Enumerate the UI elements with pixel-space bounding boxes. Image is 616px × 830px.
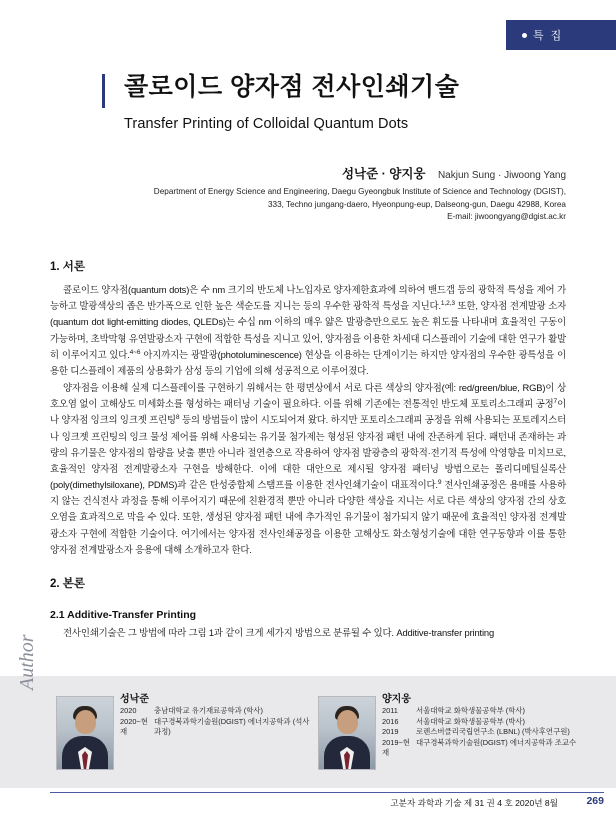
bio-desc: 대구경북과학기술원(DGIST) 에너지공학과 (석사과정) [154, 716, 310, 737]
spacer [50, 559, 566, 575]
author-names-korean: 성낙준 · 양지웅 [341, 167, 426, 181]
head-shape [75, 710, 96, 734]
paragraph-intro-2-c: 등의 방법들이 많이 시도되어져 왔다. 하지만 포토리소그래피 공정을 위해 사용되는 포토레지스터나 잉크젯 프린팅의 잉크 물성 제어를 위해 사용되는 유기물 첨가제는 형성된 양자점 패턴 내에 잔존하게 된다. 패턴내 존재하는 과량의 유기물은 양자점의 함량을 낮출 뿐만 아니라 절연층으로 작용하여 양자점 발광층의 광학적·전기적 특성에 악영향을 미치므로, 효율적인 양자점 전계발광소자 구현을 방해한다. 이에 대한 대안으로 제시될 양자점 패터닝 방법으로는 폴리디메틸실록산(poly(dimethylsiloxane), PDMS)과 같은 탄성중합체 스탬프를 이용한 전사인쇄기술이 대표적이다. [50, 414, 566, 491]
title-block [124, 72, 554, 132]
page-title-english: Transfer Printing of Colloidal Quantum Dots [124, 116, 409, 132]
bio-row [120, 717, 316, 738]
footer-page-number: 269 [586, 795, 604, 807]
paragraph-subsection-1: 전사인쇄기술은 그 방법에 따라 그림 1과 같이 크게 세가지 방법으로 분류될 수 있다. Additive-transfer printing [63, 626, 495, 638]
author-names-english: Nakjun Sung · Jiwoong Yang [437, 170, 566, 181]
bio-desc: 로렌스버클리국립연구소 (LBNL) (박사후연구원) [416, 727, 570, 737]
paragraph-intro-1 [50, 282, 566, 379]
affiliation-email: E-mail: jiwoongyang@dgist.ac.kr [447, 212, 566, 222]
citation-1: 1,2,3 [440, 300, 455, 308]
citation-2: 4~6 [129, 348, 141, 356]
bio-row [382, 717, 608, 728]
bio-year: 2011 [382, 706, 398, 715]
footer-divider [50, 792, 604, 793]
bio-row [382, 738, 608, 759]
bio-year: 2019~현재 [382, 737, 410, 758]
author-bio-rows [382, 706, 608, 759]
author-names [50, 164, 566, 183]
section-heading-introduction: 1. 서론 [50, 261, 86, 273]
bio-year: 2020 [120, 706, 137, 715]
paragraph-intro-2-a: 양자점을 이용해 실제 디스플레이를 구현하기 위해서는 한 평면상에서 서로 다른 색상의 양자점(예: red/green/blue, RGB)이 상호오염 없이 고해상도 미세화소를 형성하는 패터닝 기술이 필요하다. 이를 위해 기존에는 전통적인 반도체 포토리소그래피 공정 [50, 382, 566, 410]
bio-year: 2019 [382, 727, 399, 737]
spacer [50, 599, 566, 609]
author-band-label: Author [16, 634, 38, 690]
bio-desc: 대구경북과학기술원(DGIST) 에너지공학과 조교수 [416, 737, 577, 747]
bio-row [382, 706, 608, 717]
bio-desc: 서울대학교 화학생물공학부 (학사) [416, 706, 525, 715]
bio-row [120, 706, 316, 717]
author-bio-band [0, 634, 616, 788]
page-title-korean: 콜로이드 양자점 전사인쇄기술 [124, 73, 460, 101]
subsection-heading-additive-transfer-printing: 2.1 Additive-Transfer Printing [50, 608, 197, 621]
bio-desc: 충남대학교 유기재료공학과 (학사) [154, 706, 263, 715]
affiliation-block [50, 186, 566, 224]
author-bio-2 [318, 688, 608, 778]
portrait-photo-icon [56, 696, 114, 770]
paragraph-intro-2-d: 전사인쇄공정은 용매를 사용하지 않는 건식전사 과정을 통해 이루어지기 때문에 친환경적 뿐만 아니라 다양한 색상을 지니는 서로 다른 색상의 양자점 간의 상호오염을 효과적으로 막을 수 있다. 또한, 생성된 양자점 패턴 내에 추가적인 유기물이 첨가되지 않기 때문에 효율적인 양자점 전계발광소자 구현에 적합한 기술이다. 여기에서는 양자점 전사인쇄공정을 이용한 고해상도 화소형성기술에 대한 연구동향과 이를 통한 양자점 전계발광소자 응용에 대해 소개하고자 한다. [50, 479, 566, 555]
bio-year: 2016 [382, 716, 399, 726]
citation-3: 7 [553, 398, 558, 406]
paragraph-intro-1-b: 또한, 양자점 전계발광 소자(quantum dot light-emitting diodes, QLEDs)는 수십 nm 이하의 매우 얇은 발광층만으로도 높은 휘도를 나타내며 효율적인 구동이 가능하며, 초박막형 유연발광소자 구현에 적합한 특성을 지니고 있어, 양자점을 이용한 차세대 디스플레이 기술에 대한 연구가 활발히 이루어지고 있다. [50, 300, 567, 360]
bio-year: 2020~현재 [120, 716, 148, 737]
citation-4: 8 [175, 414, 180, 422]
affiliation-line-1: Department of Energy Science and Engineering, Daegu Gyeongbuk Institute of Science and Technology (DGIST), [153, 187, 566, 196]
special-issue-label: 특 집 [533, 30, 564, 42]
author-bio-1 [56, 688, 316, 778]
page-footer [50, 792, 604, 814]
bio-desc: 서울대학교 화학생물공학부 (박사) [416, 716, 525, 726]
paragraph-intro-1-a: 콜로이드 양자점(quantum dots)은 수 nm 크기의 반도체 나노입자로 양자제한효과에 의하여 밴드갭 등의 광학적 특성을 제어 가능하고 발광색상의 좁은 반가폭으로 인한 높은 색순도를 지니는 등의 우수한 광학적 특성을 지닌다. [50, 284, 566, 312]
bio-row [382, 727, 608, 738]
paragraph-intro-1-c: 아지까지는 광발광(photoluminescence) 현상을 이용하는 단계이기는 하지만 양자점의 우수한 광특성을 이용한 디스플레이 제품의 상용화가 삼성 등의 기업에 의해 성공적으로 이루어졌다. [50, 348, 566, 376]
bullet-icon [522, 33, 527, 38]
paragraph-intro-2 [50, 380, 566, 558]
author-bio-name: 양지웅 [382, 694, 411, 705]
section-heading-main: 2. 본론 [50, 577, 86, 590]
paragraph-intro-2-b: 이나 양자점 잉크의 잉크젯 프린팅 [50, 398, 566, 426]
citation-5: 9 [437, 478, 442, 486]
footer-journal-info: 고분자 과학과 기술 제 31 권 4 호 2020년 8월 [390, 798, 558, 808]
article-body [50, 258, 566, 642]
head-shape [337, 710, 358, 734]
author-bio-rows [120, 706, 316, 738]
affiliation-line-2: 333, Techno jungang-daero, Hyeonpung-eup, Dalseong-gun, Daegu 42988, Korea [267, 199, 566, 209]
author-bio-name: 성낙준 [120, 694, 149, 705]
portrait-photo-icon [318, 696, 376, 770]
special-issue-tab [506, 20, 616, 50]
title-accent-bar [102, 74, 105, 108]
